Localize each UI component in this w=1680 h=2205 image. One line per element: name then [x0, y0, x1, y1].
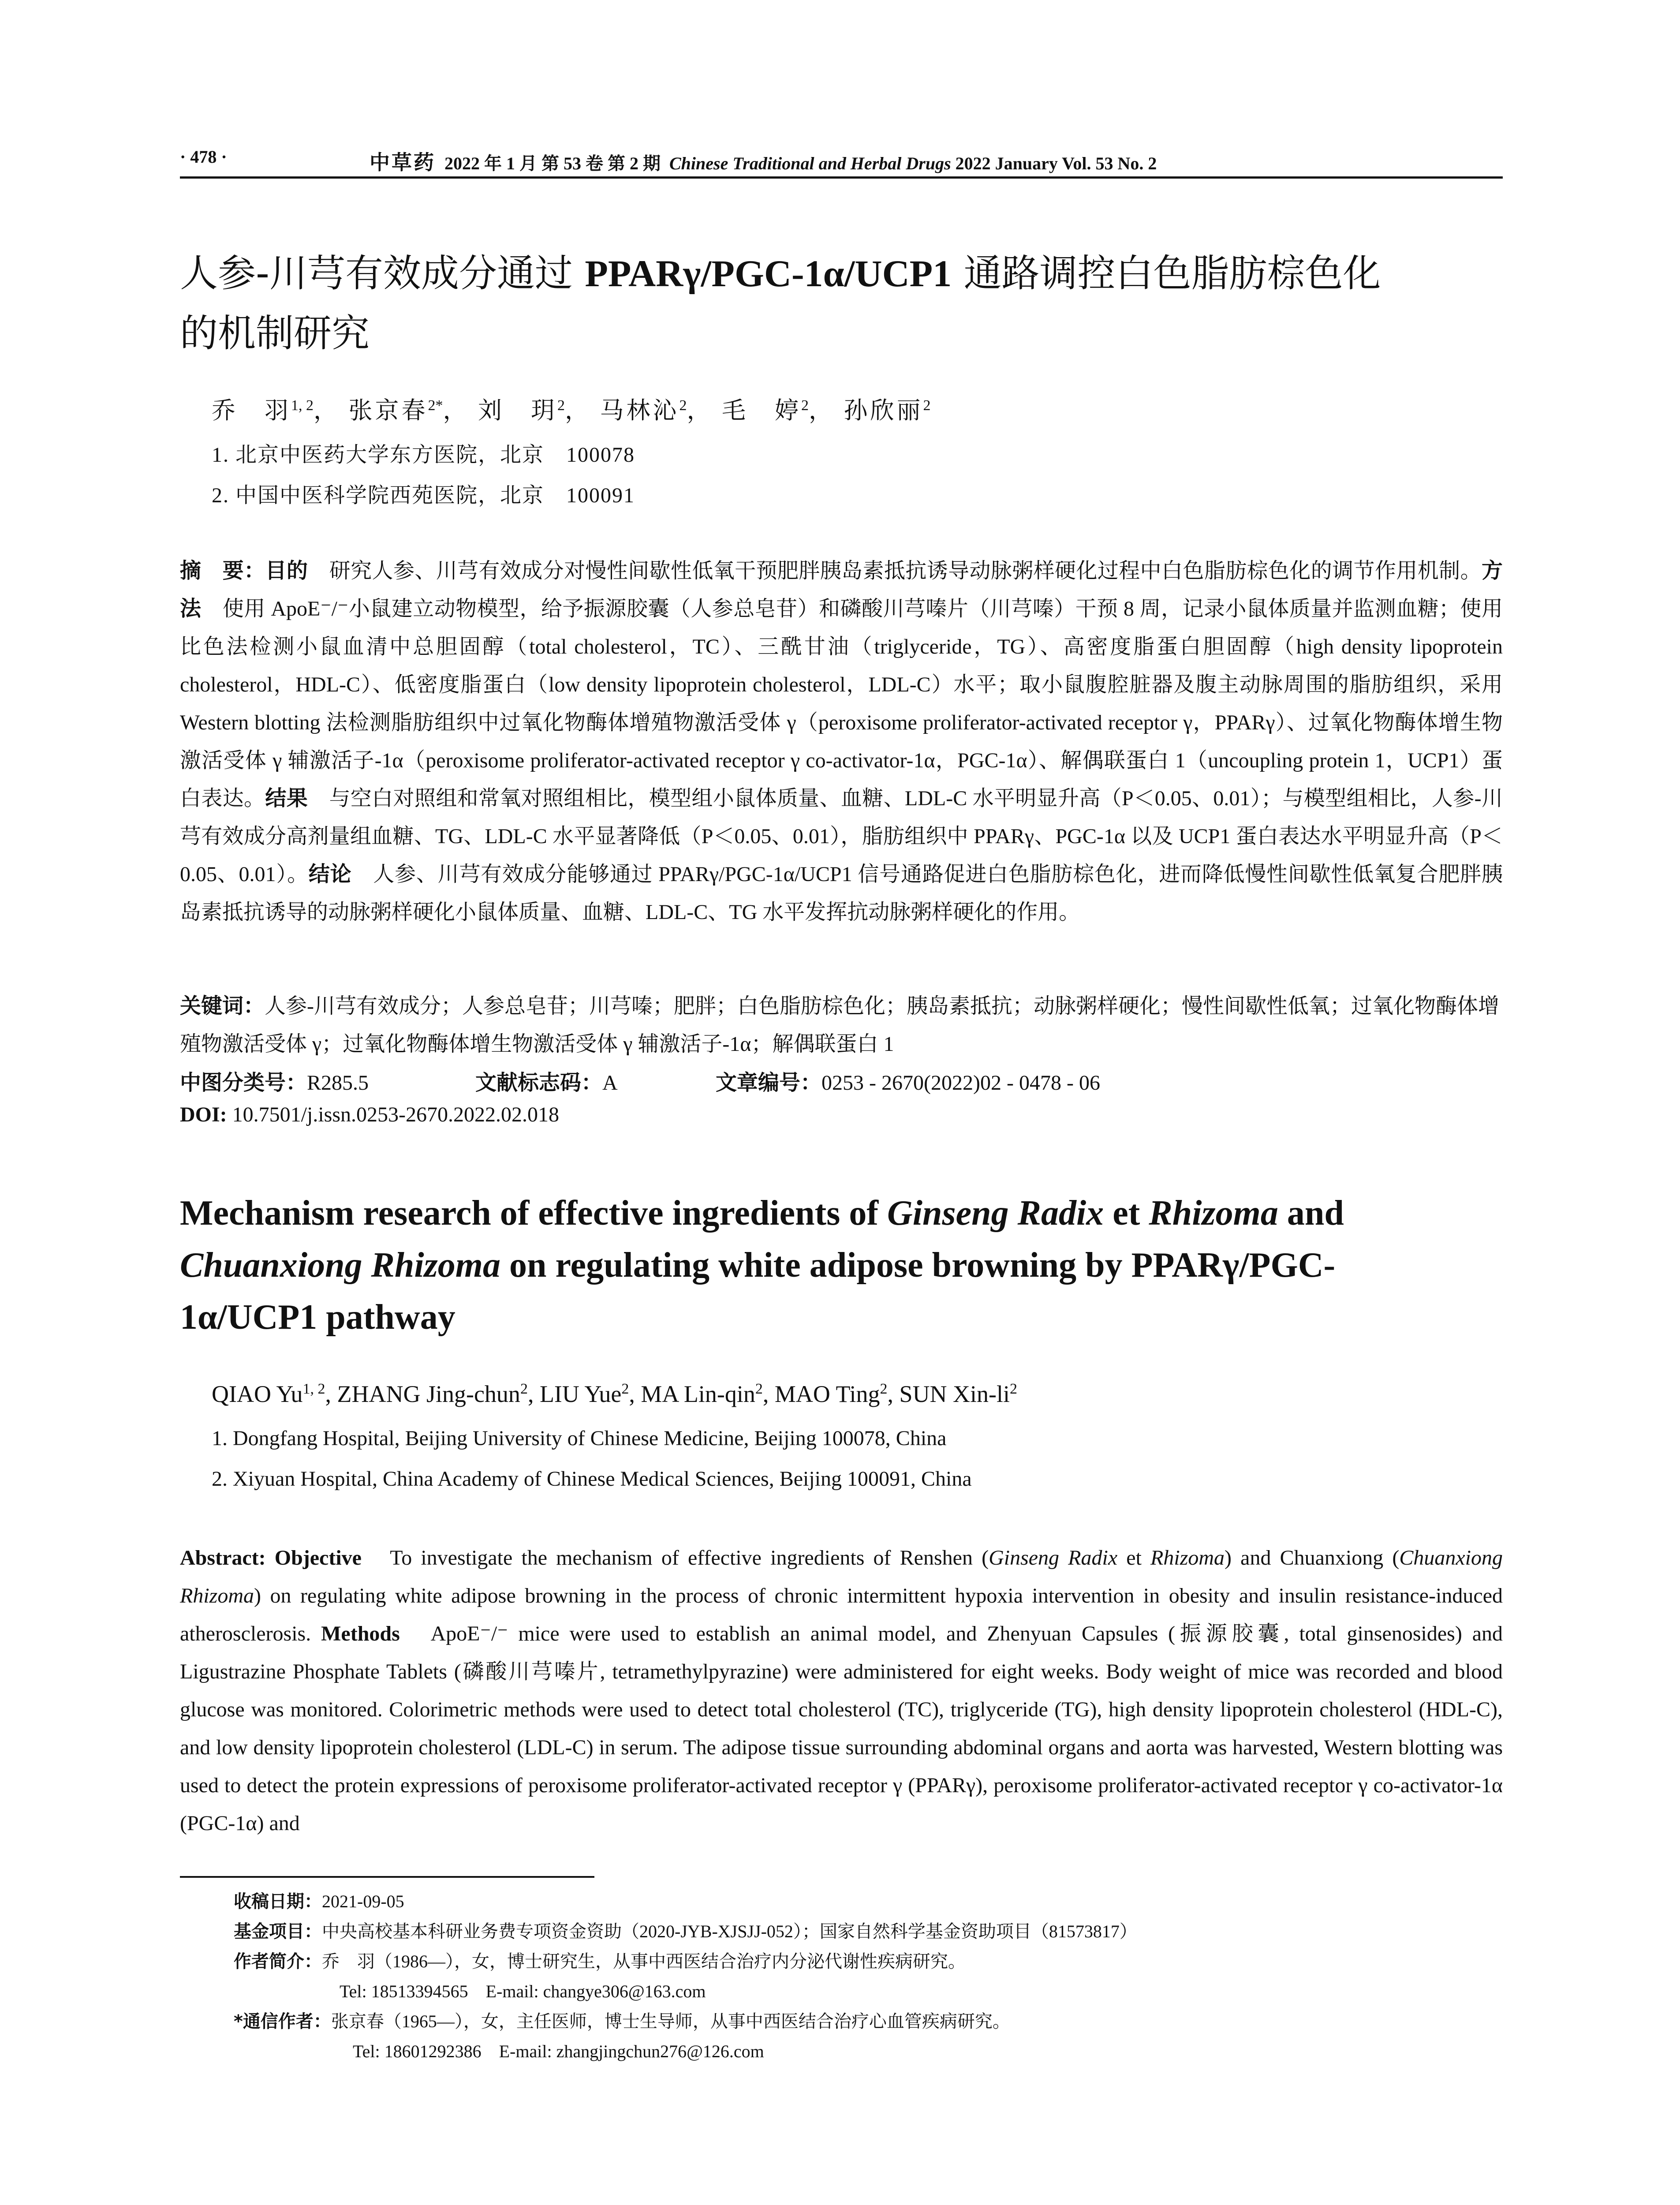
abstract-en-label: Abstract: Objective: [180, 1546, 362, 1570]
objective-label: 目的: [265, 559, 308, 583]
results-label: 结果: [265, 787, 308, 810]
abstract-label: 摘 要：: [180, 559, 265, 583]
issue-cn: 2022 年 1 月 第 53 卷 第 2 期: [444, 153, 661, 173]
title-cn-part1: 人参-川芎有效成分通过: [180, 251, 573, 295]
author-list-cn: 乔 羽$^{1, 2}$， 张京春$^{2*}$， 刘 玥$^2$， 马林沁$^2$， 毛 婷$^2$， 孙欣丽$^2$: [212, 397, 931, 424]
author-cn: 马林沁$^2$: [600, 397, 687, 424]
running-header: [180, 140, 1503, 176]
clc-code: 中图分类号：R285.5: [180, 1070, 369, 1095]
journal-name-en: Chinese Traditional and Herbal Drugs: [669, 153, 951, 173]
affiliation-cn-2: 2. 中国中医科学院西苑医院，北京 100091: [212, 484, 635, 507]
author-en: MA Lin-qin$^2$: [641, 1381, 763, 1407]
footnote-corresponding-contact: Tel: 18601292386 E-mail: zhangjingchun276@126.com: [353, 2041, 764, 2061]
conclusion-text: 人参、川芎有效成分能够通过 PPARγ/PGC-1α/UCP1 信号通路促进白色脂肪棕色化，进而降低慢性间歇性低氧复合肥胖胰岛素抵抗诱导的动脉粥样硬化小鼠体质量、血糖、LDL-C、TG 水平发挥抗动脉粥样硬化的作用。: [180, 863, 1503, 924]
doi: [180, 1102, 559, 1127]
author-cn: 孙欣丽$^2$: [844, 397, 931, 424]
abstract-en: Abstract: Objective To investigate the mechanism of effective ingredients of Renshen (Ginseng Radix et Rhizoma) and Chuanxiong (Chuanxiong Rhizoma) on regulating white adipose browning in the process of chronic intermittent hypoxia intervention in obesity and insulin resistance-induced atherosclerosis. Methods ApoE⁻/⁻ mice were used to establish an animal model, and Zhenyuan Capsules (振源胶囊, total ginsenosides) and Ligustrazine Phosphate Tablets (磷酸川芎嗪片, tetramethylpyrazine) were administered for eight weeks. Body weight of mice was recorded and blood glucose was monitored. Colorimetric methods were used to detect total cholesterol (TC), triglyceride (TG), high density lipoprotein cholesterol (HDL-C), and low density lipoprotein cholesterol (LDL-C) in serum. The adipose tissue surrounding abdominal organs and aorta was harvested, Western blotting was used to detect the protein expressions of peroxisome proliferator-activated receptor γ (PPARγ), peroxisome proliferator-activated receptor γ co-activator-1α (PGC-1α) and: [180, 1546, 1503, 1835]
methods-label: 方法: [180, 559, 1503, 620]
article-number: 文章编号：0253 - 2670(2022)02 - 0478 - 06: [716, 1070, 1100, 1095]
conclusion-label: 结论: [308, 863, 352, 886]
keywords-label: 关键词：: [180, 994, 265, 1018]
header-rule: [180, 176, 1503, 179]
journal-name-cn: 中草药: [370, 151, 436, 174]
author-cn: 张京春$^{2*}$: [348, 397, 443, 424]
title-cn-pathway: PPARγ/PGC-1α/UCP1: [585, 252, 952, 295]
author-cn: 乔 羽$^{1, 2}$: [212, 397, 314, 424]
affiliation-cn-1: 1. 北京中医药大学东方医院，北京 100078: [212, 443, 635, 467]
abstract-en-methods-label: Methods: [321, 1622, 400, 1645]
affiliation-en-2: 2. Xiyuan Hospital, China Academy of Chinese Medical Sciences, Beijing 100091, China: [212, 1467, 972, 1491]
author-en: SUN Xin-$li^2$: [899, 1381, 1018, 1407]
author-cn: 毛 婷$^2$: [722, 397, 809, 424]
page-number: · 478 ·: [180, 147, 227, 167]
keywords-cn: [180, 987, 1503, 1063]
footnote-fund: 基金项目：中央高校基本科研业务费专项资金资助（2020-JYB-XJSJJ-052）；国家自然科学基金资助项目（81573817）: [234, 1921, 1137, 1942]
title-cn-line2: 的机制研究: [180, 311, 370, 355]
issue-en: 2022 January Vol. 53 No. 2: [955, 153, 1157, 173]
footnote-author-bio: 作者简介：乔 羽（1986—），女，博士研究生，从事中西医结合治疗内分泌代谢性疾病研究。: [234, 1951, 966, 1972]
keywords-text: 人参-川芎有效成分；人参总皂苷；川芎嗪；肥胖；白色脂肪棕色化；胰岛素抵抗；动脉粥样硬化；慢性间歇性低氧；过氧化物酶体增殖物激活受体 γ；过氧化物酶体增生物激活受体 γ 辅激活子-1α；解偶联蛋白 1: [180, 994, 1500, 1056]
author-list-en: QIAO Yu$^{1, 2}$, ZHANG Jing-chun$^2$, LIU Yue$^2$, MA Lin-qin$^2$, MAO Ting$^2$, SUN Xin-$li^2$: [212, 1381, 1018, 1407]
author-en: QIAO Yu$^{1, 2}$: [212, 1381, 325, 1407]
doi-label: DOI:: [180, 1103, 227, 1126]
objective-text: 研究人参、川芎有效成分对慢性间歇性低氧干预肥胖胰岛素抵抗诱导动脉粥样硬化过程中白色脂肪棕色化的调节作用机制。: [308, 559, 1482, 583]
author-en: LIU Yue$^2$: [539, 1381, 629, 1407]
doi-value: 10.7501/j.issn.0253-2670.2022.02.018: [232, 1103, 560, 1126]
author-en: ZHANG Jing-chun$^2$: [337, 1381, 528, 1407]
footnote-rule: [180, 1876, 594, 1878]
title-cn-part2: 通路调控白色脂肪棕色化: [963, 251, 1381, 295]
author-en: MAO Ting$^2$: [774, 1381, 888, 1407]
title-cn: [180, 243, 1507, 363]
affiliation-en-1: 1. Dongfang Hospital, Beijing University of Chinese Medicine, Beijing 100078, China: [212, 1427, 947, 1450]
author-cn: 刘 玥$^2$: [478, 397, 565, 424]
footnote-corresponding: *通信作者：张京春（1965—），女，主任医师，博士生导师，从事中西医结合治疗心血管疾病研究。: [234, 2011, 1010, 2032]
abstract-en-methods: ApoE⁻/⁻ mice were used to establish an animal model, and Zhenyuan Capsules (振源胶囊, total ginsenosides) and Ligustrazine Phosphate Tablets (磷酸川芎嗪片, tetramethylpyrazine) were administered for eight weeks. Body weight of mice was recorded and blood glucose was monitored. Colorimetric methods were used to detect total cholesterol (TC), triglyceride (TG), high density lipoprotein cholesterol (HDL-C), and low density lipoprotein cholesterol (LDL-C) in serum. The adipose tissue surrounding abdominal organs and aorta was harvested, Western blotting was used to detect the protein expressions of peroxisome proliferator-activated receptor γ (PPARγ), peroxisome proliferator-activated receptor γ co-activator-1α (PGC-1α) and: [180, 1622, 1503, 1835]
methods-text: 使用 ApoE⁻/⁻小鼠建立动物模型，给予振源胶囊（人参总皂苷）和磷酸川芎嗪片（川芎嗪）干预 8 周，记录小鼠体质量并监测血糖；使用比色法检测小鼠血清中总胆固醇（total cholesterol，TC）、三酰甘油（triglyceride，TG）、高密度脂蛋白胆固醇（high density lipoprotein cholesterol，HDL-C）、低密度脂蛋白（low density lipoprotein cholesterol，LDL-C）水平；取小鼠腹腔脏器及腹主动脉周围的脂肪组织，采用 Western blotting 法检测脂肪组织中过氧化物酶体增殖物激活受体 γ（peroxisome proliferator-activated receptor γ，PPARγ）、过氧化物酶体增生物激活受体 γ 辅激活子-1α（peroxisome proliferator-activated receptor γ co-activator-1α，PGC-1α）、解偶联蛋白 1（uncoupling protein 1，UCP1）蛋白表达。: [180, 597, 1503, 810]
footnote-received: 收稿日期：2021-09-05: [234, 1891, 404, 1912]
journal-line: [370, 146, 1157, 176]
abstract-cn: [180, 552, 1503, 931]
footnote-author-contact: Tel: 18513394565 E-mail: changye306@163.com: [340, 1981, 706, 2001]
document-code: 文献标志码：A: [475, 1070, 618, 1095]
title-en: Mechanism research of effective ingredients of Ginseng Radix et Rhizoma and Chuanxiong Rhizoma on regulating white adipose browning by PPARγ/PGC- 1α/UCP1 pathway: [180, 1194, 1344, 1337]
results-text: 与空白对照组和常氧对照组相比，模型组小鼠体质量、血糖、LDL-C 水平明显升高（P＜0.05、0.01）；与模型组相比，人参-川芎有效成分高剂量组血糖、TG、LDL-C 水平显著降低（P＜0.05、0.01），脂肪组织中 PPARγ、PGC-1α 以及 UCP1 蛋白表达水平明显升高（P＜0.05、0.01）。: [180, 787, 1503, 886]
classification-line: [180, 1064, 1503, 1102]
